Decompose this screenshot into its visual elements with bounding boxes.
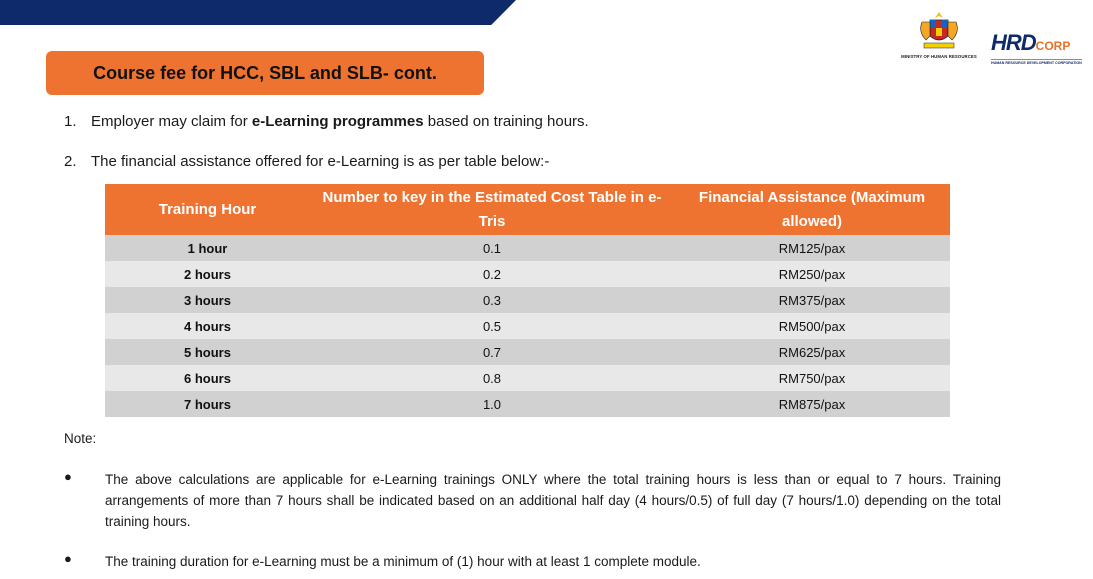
item-text: The financial assistance offered for e-Learning is as per table below:-	[91, 153, 550, 170]
table-row	[105, 391, 950, 417]
cell-amount: RM125/pax	[674, 235, 950, 261]
corp-text: CORP	[1035, 39, 1071, 53]
cell-amount: RM750/pax	[674, 365, 950, 391]
top-banner-band	[0, 0, 516, 25]
cell-hour: 2 hours	[105, 261, 310, 287]
logo-area	[897, 10, 1087, 65]
bullet-icon: ●	[64, 469, 72, 484]
cell-amount: RM500/pax	[674, 313, 950, 339]
cell-hour: 7 hours	[105, 391, 310, 417]
cell-amount: RM250/pax	[674, 261, 950, 287]
table-row	[105, 261, 950, 287]
financial-assistance-table	[105, 184, 950, 417]
bullet-text: The above calculations are applicable for e-Learning trainings ONLY where the total training hours is less than or equal to 7 hours. Training arrangements of more than 7 hours shall be indicated based on an additional half day (4 hours/0.5) of full day (7 hours/1.0) depending on the total training hours.	[105, 472, 1001, 529]
list-number: 1.	[64, 113, 77, 130]
cell-number: 0.1	[310, 235, 674, 261]
cell-amount: RM625/pax	[674, 339, 950, 365]
cell-hour: 5 hours	[105, 339, 310, 365]
cell-amount: RM875/pax	[674, 391, 950, 417]
page-title: Course fee for HCC, SBL and SLB- cont.	[46, 51, 484, 95]
list-number: 2.	[64, 153, 77, 170]
hrd-text: HRD	[991, 30, 1036, 55]
cell-number: 0.8	[310, 365, 674, 391]
cell-number: 0.5	[310, 313, 674, 339]
table-row	[105, 235, 950, 261]
cell-hour: 1 hour	[105, 235, 310, 261]
header-financial-assistance: Financial Assistance (Maximum allowed)	[674, 184, 950, 235]
hrd-corp-logo	[991, 32, 1087, 65]
cell-hour: 4 hours	[105, 313, 310, 339]
cell-number: 1.0	[310, 391, 674, 417]
header-number-to-key: Number to key in the Estimated Cost Table in e-Tris	[310, 184, 674, 235]
bullet-icon: ●	[64, 551, 72, 566]
table-row	[105, 313, 950, 339]
list-item-1	[64, 113, 589, 130]
cell-number: 0.2	[310, 261, 674, 287]
hrd-wordmark	[991, 32, 1070, 57]
ministry-caption: MINISTRY OF HUMAN RESOURCES	[901, 54, 977, 59]
list-item-2	[64, 153, 549, 170]
cell-hour: 3 hours	[105, 287, 310, 313]
cell-number: 0.3	[310, 287, 674, 313]
table-row	[105, 365, 950, 391]
header-training-hour: Training Hour	[105, 184, 310, 235]
cell-amount: RM375/pax	[674, 287, 950, 313]
note-label: Note:	[64, 431, 97, 446]
item-text: Employer may claim for	[91, 113, 252, 130]
item-text-end: based on training hours.	[423, 113, 589, 130]
table-row	[105, 287, 950, 313]
cell-hour: 6 hours	[105, 365, 310, 391]
item-bold-text: e-Learning programmes	[251, 113, 424, 130]
ministry-logo	[897, 10, 981, 59]
table-header-row	[105, 184, 950, 235]
cell-number: 0.7	[310, 339, 674, 365]
coat-of-arms-icon	[912, 10, 966, 52]
bullet-text: The training duration for e-Learning must be a minimum of (1) hour with at least 1 complete module.	[105, 554, 701, 569]
hrd-caption: HUMAN RESOURCE DEVELOPMENT CORPORATION	[991, 61, 1082, 65]
table-row	[105, 339, 950, 365]
